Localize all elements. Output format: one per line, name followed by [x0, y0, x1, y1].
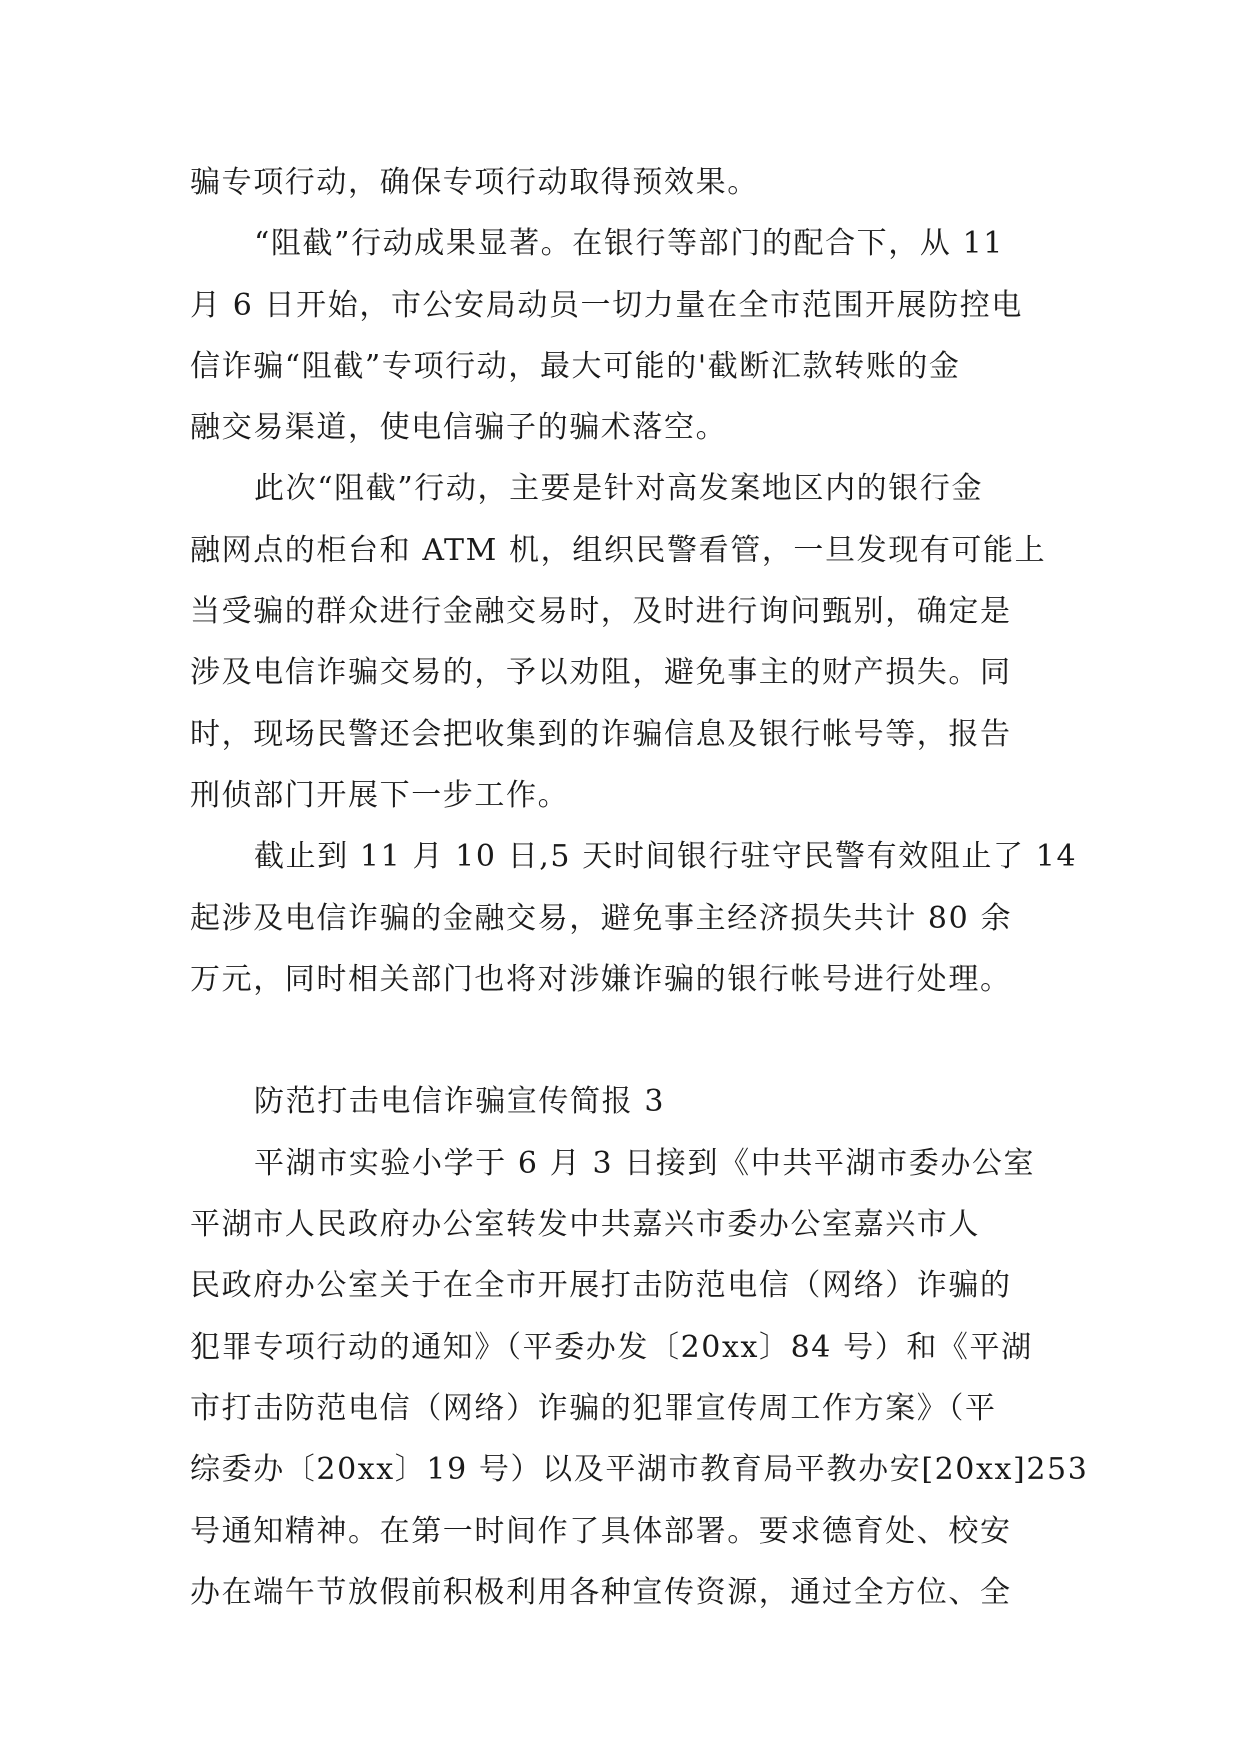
text-line: 骗专项行动，确保专项行动取得预效果。	[190, 165, 759, 200]
text-line: 综委办〔20xx〕19 号）以及平湖市教育局平教办安[20xx]253	[190, 1452, 1089, 1488]
text-line: 万元，同时相关部门也将对涉嫌诈骗的银行帐号进行处理。	[190, 961, 1012, 997]
text-line: 起涉及电信诈骗的金融交易，避免事主经济损失共计 80 余	[190, 900, 1013, 936]
text-line: 平湖市实验小学于 6 月 3 日接到《中共平湖市委办公室	[254, 1145, 1036, 1181]
text-line: 信诈骗“阻截”专项行动，最大可能的'截断汇款转账的金	[190, 348, 961, 384]
section-title	[190, 1071, 1052, 1132]
paragraph-2	[190, 213, 1052, 458]
text-line: 此次“阻截”行动，主要是针对高发案地区内的银行金	[254, 471, 984, 507]
text-line: 时，现场民警还会把收集到的诈骗信息及银行帐号等，报告	[190, 716, 1012, 752]
text-line: 刑侦部门开展下一步工作。	[190, 777, 570, 813]
text-line: 市打击防范电信（网络）诈骗的犯罪宣传周工作方案》（平	[190, 1390, 997, 1426]
text-line: 号通知精神。在第一时间作了具体部署。要求德育处、校安	[190, 1513, 1012, 1549]
text-line: 办在端午节放假前积极利用各种宣传资源，通过全方位、全	[190, 1574, 1012, 1610]
text-line: 平湖市人民政府办公室转发中共嘉兴市委办公室嘉兴市人	[190, 1207, 980, 1243]
blank-line	[190, 1010, 1052, 1071]
text-line: 月 6 日开始，市公安局动员一切力量在全市范围开展防控电	[190, 287, 1023, 323]
text-line: 截止到 11 月 10 日,5 天时间银行驻守民警有效阻止了 14	[254, 839, 1078, 875]
paragraph-1	[190, 152, 1052, 213]
paragraph-3	[190, 458, 1052, 826]
paragraph-4	[190, 826, 1078, 1010]
text-line: 融网点的柜台和 ATM 机，组织民警看管，一旦发现有可能上	[190, 532, 1047, 568]
text-line: “阻截”行动成果显著。在银行等部门的配合下，从 11	[254, 226, 1004, 262]
text-line: 融交易渠道，使电信骗子的骗术落空。	[190, 410, 728, 446]
document-body	[190, 152, 1089, 1623]
text-line: 民政府办公室关于在全市开展打击防范电信（网络）诈骗的	[190, 1268, 1012, 1304]
text-line: 犯罪专项行动的通知》（平委办发〔20xx〕84 号）和《平湖	[190, 1329, 1033, 1365]
text-line: 当受骗的群众进行金融交易时，及时进行询问甄别，确定是	[190, 594, 1012, 630]
text-line: 涉及电信诈骗交易的，予以劝阻，避免事主的财产损失。同	[190, 655, 1012, 691]
section-heading: 防范打击电信诈骗宣传简报 3	[254, 1084, 666, 1120]
paragraph-5	[190, 1133, 1089, 1623]
